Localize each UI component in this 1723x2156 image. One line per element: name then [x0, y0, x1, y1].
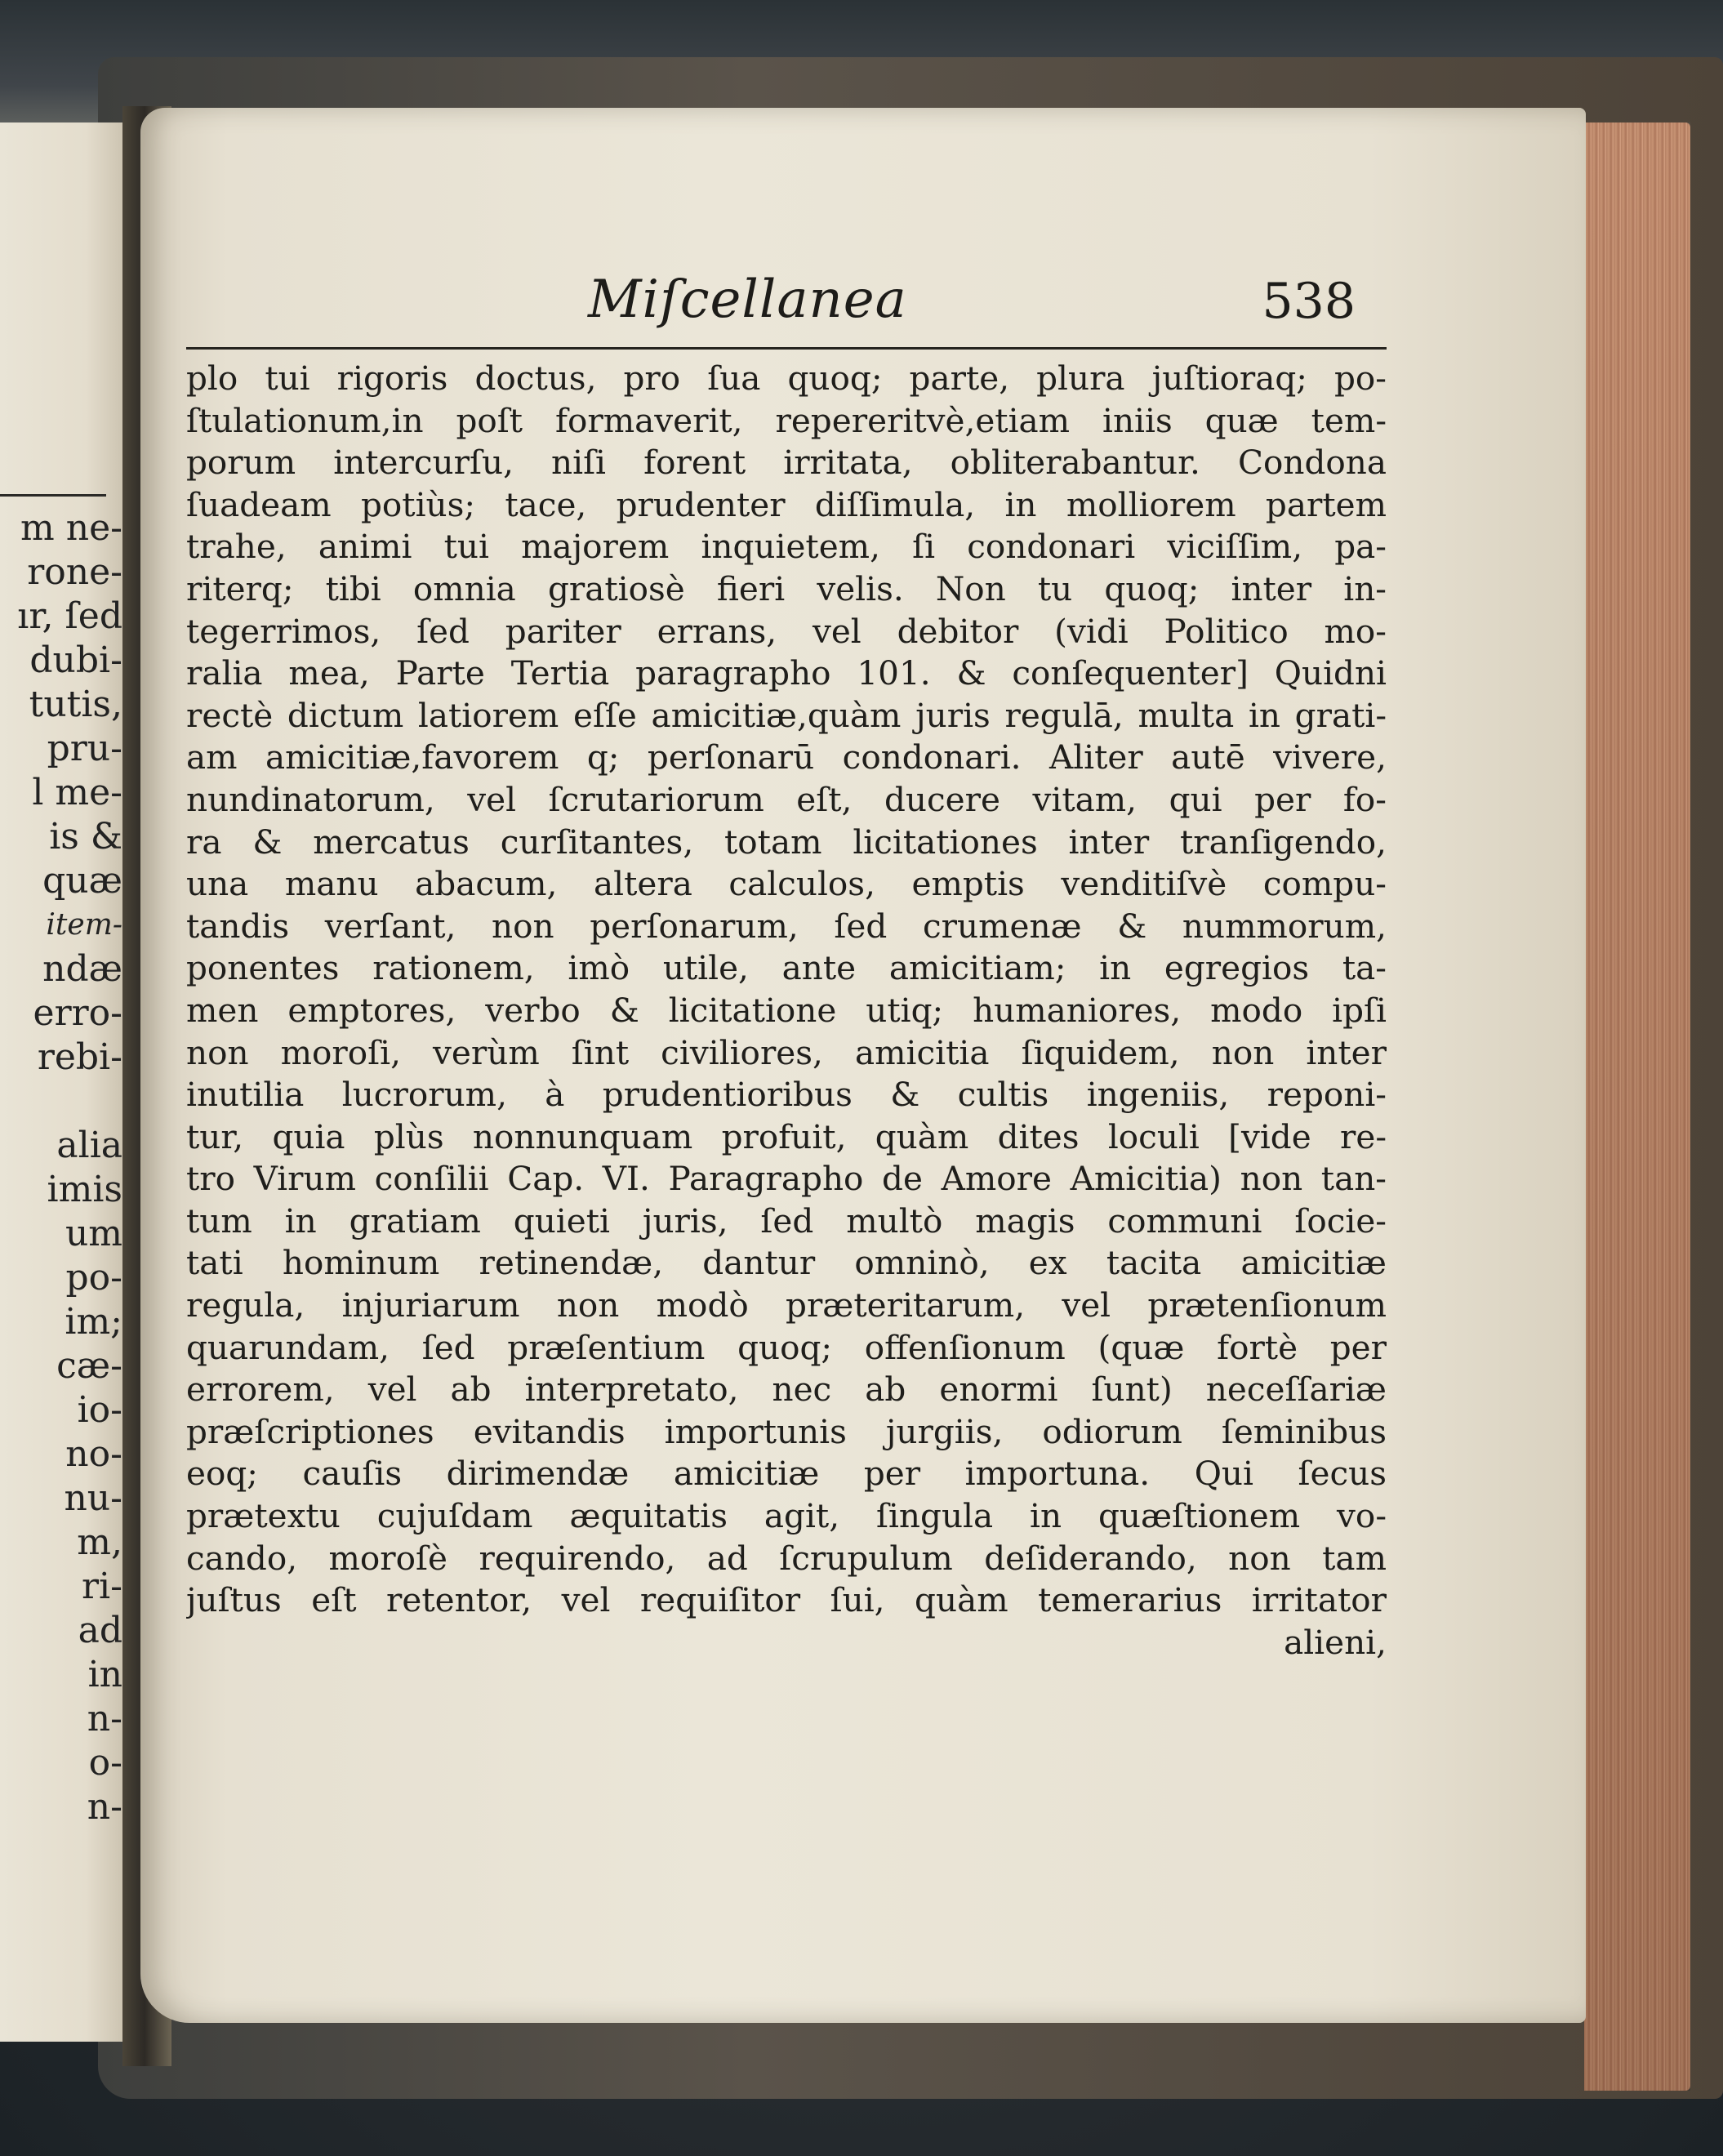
previous-page-line: item- — [46, 908, 122, 942]
text-line: ralia mea, Parte Tertia paragrapho 101. & conſequenter] Quidni — [186, 653, 1387, 693]
previous-page-line: ad — [78, 1610, 122, 1651]
previous-page-line: po- — [65, 1257, 122, 1298]
previous-page-line: in — [87, 1654, 122, 1695]
text-line: cando, moroſè requirendo, ad ſcrupulum deſiderando, non tam — [186, 1538, 1387, 1578]
text-line: inutilia lucrorum, à prudentioribus & cultis ingeniis, reponi- — [186, 1075, 1387, 1115]
text-line: porum intercurſu, niſi forent irritata, obliterabantur. Condona — [186, 443, 1387, 483]
previous-page-line: dubi- — [29, 639, 122, 681]
text-line: ſtulationum,in poſt formaverit, repereritvè,etiam iniis quæ tem- — [186, 400, 1387, 440]
previous-page-line: rebi- — [37, 1036, 122, 1078]
previous-page-line: quæ — [42, 860, 122, 902]
previous-page-line: ır, ſed — [17, 595, 122, 637]
text-line: tum in gratiam quieti juris, ſed multò magis communi ſocie- — [186, 1200, 1387, 1241]
text-line: am amicitiæ,favorem q; perſonarū condonari. Aliter autē vivere, — [186, 737, 1387, 777]
previous-page-line: ndæ — [42, 948, 122, 990]
previous-page-line: tutis, — [29, 684, 122, 725]
page-number: 538 — [1262, 273, 1356, 330]
previous-page-line: is & — [49, 816, 122, 858]
text-line: tandis verſant, non perſonarum, ſed crumenæ & nummorum, — [186, 906, 1387, 946]
previous-page-line: rone- — [27, 551, 122, 593]
text-line: trahe, animi tui majorem inquietem, ſi condonari viciſſim, pa- — [186, 527, 1387, 567]
text-line: ra & mercatus curſitantes, totam licitationes inter tranſigendo, — [186, 822, 1387, 862]
text-line: alieni, — [1284, 1622, 1387, 1662]
text-line: ſuadeam potiùs; tace, prudenter diſſimula, in molliorem partem — [186, 484, 1387, 524]
running-title: Miſcellanea — [588, 270, 907, 330]
previous-page-line: im; — [65, 1301, 122, 1343]
previous-page-line: imis — [47, 1169, 122, 1210]
text-line: præſcriptiones evitandis importunis jurgiis, odiorum ſeminibus — [186, 1411, 1387, 1451]
previous-page-line: n- — [87, 1698, 122, 1740]
header-rule — [186, 347, 1387, 350]
previous-page-line: nu- — [64, 1477, 122, 1519]
previous-page-line: o- — [88, 1742, 122, 1784]
text-line: non moroſi, verùm ſint civiliores, amicitia ſiquidem, non inter — [186, 1032, 1387, 1072]
text-line: rectè dictum latiorem eſſe amicitiæ,quàm juris regulā, multa in grati- — [186, 695, 1387, 735]
text-line: regula, injuriarum non modò præteritarum, vel prætenſionum — [186, 1285, 1387, 1325]
text-line: tro Virum conſilii Cap. VI. Paragrapho de Amore Amicitia) non tan- — [186, 1159, 1387, 1199]
text-line: errorem, vel ab interpretato, nec ab enormi ſunt) neceſſariæ — [186, 1370, 1387, 1410]
previous-page-line: cæ- — [56, 1345, 122, 1387]
text-line: ponentes rationem, imò utile, ante amicitiam; in egregios ta- — [186, 948, 1387, 988]
text-line: juſtus eſt retentor, vel requiſitor ſui, quàm temerarius irritator — [186, 1580, 1387, 1620]
previous-page-edge — [0, 122, 143, 2042]
previous-page-line: erro- — [33, 992, 122, 1034]
text-line: tati hominum retinendæ, dantur omninò, ex tacita amicitiæ — [186, 1243, 1387, 1283]
text-line: tur, quia plùs nonnunquam profuit, quàm dites loculi [vide re- — [186, 1116, 1387, 1156]
page-body-text — [186, 358, 1387, 1664]
previous-page-line: n- — [87, 1786, 122, 1828]
previous-page-line: no- — [65, 1433, 122, 1475]
previous-page-line: m, — [77, 1521, 122, 1563]
previous-page-head-rule — [0, 494, 106, 497]
previous-page-line: m ne- — [20, 507, 122, 549]
previous-page-line: um — [65, 1213, 122, 1254]
text-line: plo tui rigoris doctus, pro ſua quoq; parte, plura juſtioraq; po- — [186, 359, 1387, 398]
text-line: eoq; cauſis dirimendæ amicitiæ per importuna. Qui ſecus — [186, 1454, 1387, 1494]
previous-page-line: ri- — [82, 1566, 122, 1607]
text-line: quarundam, ſed præſentium quoq; offenſionum (quæ fortè per — [186, 1327, 1387, 1367]
text-line: nundinatorum, vel ſcrutariorum eſt, ducere vitam, qui per fo- — [186, 779, 1387, 819]
text-line: men emptores, verbo & licitatione utiq; humaniores, modo ipſi — [186, 990, 1387, 1030]
previous-page-line — [0, 1080, 122, 1124]
previous-page-line: io- — [77, 1389, 122, 1431]
text-line: una manu abacum, altera calculos, emptis venditiſvè compu- — [186, 864, 1387, 904]
text-line: tegerrimos, ſed pariter errans, vel debitor (vidi Politico mo- — [186, 611, 1387, 651]
previous-page-text — [0, 506, 122, 1829]
text-line: riterq; tibi omnia gratiosè fieri velis. Non tu quoq; inter in- — [186, 568, 1387, 608]
previous-page-line: pru- — [47, 728, 122, 769]
previous-page-line: l me- — [32, 772, 122, 813]
page-header — [588, 270, 1388, 343]
previous-page-line: alia — [56, 1125, 122, 1166]
page-fore-edge-shade — [1584, 122, 1690, 2091]
text-line: prætextu cujuſdam æquitatis agit, ſingula in quæſtionem vo- — [186, 1496, 1387, 1536]
